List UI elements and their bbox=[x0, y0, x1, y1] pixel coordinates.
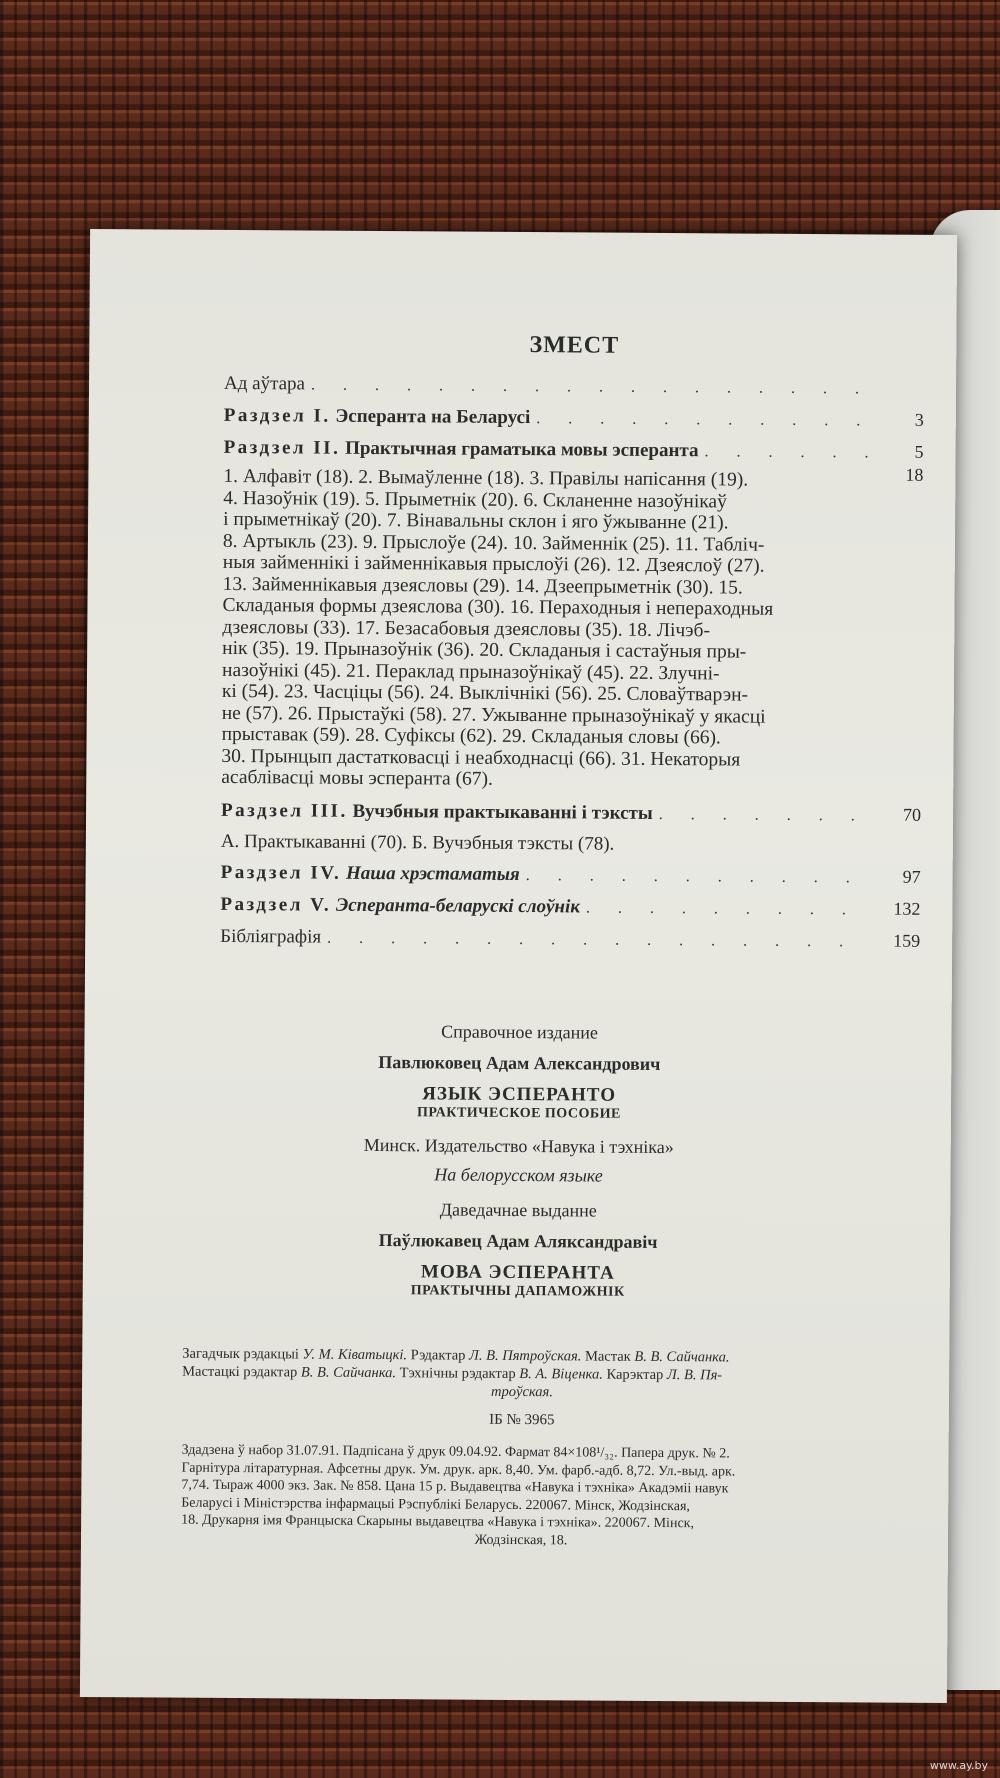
credit-person: В. В. Сайчанка. bbox=[634, 1348, 730, 1366]
toc-entry-section-5 bbox=[220, 888, 920, 925]
section-2-subpage: 18 bbox=[905, 464, 924, 485]
colophon-line: 7,74. Тыраж 4000 экз. Зак. № 858. Цана 15 р. Выдавецтва «Навука і тэхніка» Акадэміі навук bbox=[181, 1477, 729, 1497]
topic-line: нік (35). 19. Прыназоўнік (36). 20. Складаныя і састаўныя пры- bbox=[222, 637, 747, 663]
colophon-line: 18. Друкарня імя Францыска Скарыны выдавецтва «Навука і тэхніка». 220067. Мінск, bbox=[181, 1512, 695, 1532]
topic-line: назоўнікі (45). 21. Пераклад прыназоўнікаў (45). 22. Злучні- bbox=[221, 659, 720, 684]
topic-line: прыставак (59). 28. Суфіксы (62). 29. Складаныя словы (66). bbox=[221, 723, 721, 749]
book-subtitle-ru: ПРАКТИЧЕСКОЕ ПОСОБИЕ bbox=[416, 1105, 621, 1122]
credit-role: Мастацкі рэдактар bbox=[182, 1363, 301, 1381]
publisher-ru: Минск. Издательство «Навука і тэхніка» bbox=[363, 1134, 674, 1158]
toc-entry-page: 5 bbox=[914, 441, 924, 462]
leader-dots bbox=[659, 799, 872, 830]
credit-person: В. В. Сайчанка. bbox=[300, 1364, 397, 1382]
leader-dots bbox=[311, 371, 874, 405]
credit-role: Мастак bbox=[581, 1348, 635, 1365]
toc-entry-preface bbox=[224, 369, 924, 405]
section-3-topics bbox=[221, 826, 921, 861]
colophon-line: Гарнітура літаратурная. Афсетны друк. Ум. друк. арк. 8,40. Ум. фарб.-адб. 8,72. Ул.-выд. арк. bbox=[181, 1460, 736, 1480]
toc-entry-section-2 bbox=[223, 432, 923, 469]
edition-type-ru: Справочное издание bbox=[441, 1021, 598, 1043]
topic-line: 8. Артыкль (23). 9. Прыслоўе (24). 10. Займеннік (25). 11. Табліч- bbox=[222, 530, 765, 556]
topic-line: асаблівасці мовы эсперанта (67). bbox=[221, 766, 494, 790]
section-title: Практычная граматыка мовы эсперанта bbox=[345, 437, 699, 462]
topic-line: А. Практыкаванні (70). Б. Вучэбныя тэксты (78). bbox=[220, 830, 615, 855]
toc-entry-section-4 bbox=[221, 856, 921, 893]
edition-type-be: Даведачнае выданне bbox=[439, 1199, 597, 1221]
section-title: Эсперанта на Беларусі bbox=[335, 405, 531, 429]
book-title-be: МОВА ЭСПЕРАНТА bbox=[420, 1261, 615, 1284]
section-prefix: Раздзел V. bbox=[220, 893, 332, 916]
topic-line: 4. Назоўнік (19). 5. Прыметнік (20). 6. Скланенне назоўнікаў bbox=[223, 487, 727, 512]
author-be: Паўлюкавец Адам Аляксандравіч bbox=[378, 1230, 658, 1252]
section-2-topics bbox=[221, 466, 923, 793]
credit-person: В. А. Віценка. bbox=[519, 1366, 603, 1383]
topic-line: не (57). 26. Прыстаўкі (58). 27. Ужыванне прыназоўнікаў у якасці bbox=[221, 702, 766, 728]
colophon-line: Жодзінская, 18. bbox=[474, 1532, 568, 1548]
credit-person: Л. В. Пятроўская. bbox=[469, 1347, 582, 1365]
language-note-ru: На белорусском языке bbox=[434, 1164, 603, 1186]
publication-number: ІБ № 3965 bbox=[489, 1411, 555, 1429]
toc-entry-bibliography bbox=[220, 920, 920, 957]
leader-dots bbox=[526, 861, 871, 893]
leader-dots bbox=[327, 923, 870, 957]
credit-role: Рэдактар bbox=[407, 1347, 470, 1364]
colophon-line: Беларусі і Міністэрства інфармацыі Рэспублікі Беларусь. 220067. Мінск, Жодзінская, bbox=[181, 1495, 690, 1514]
section-prefix: Раздзел III. bbox=[221, 799, 348, 822]
credit-role: Загадчык рэдакцыі bbox=[182, 1345, 303, 1363]
credit-person: У. М. Ківатыцкі. bbox=[302, 1346, 408, 1364]
toc-entry-page: 70 bbox=[902, 804, 922, 825]
toc-entry-page: 159 bbox=[893, 930, 921, 951]
section-title: Наша хрэстаматыя bbox=[345, 862, 520, 885]
toc-entry-section-1 bbox=[224, 400, 924, 437]
section-prefix: Раздзел II. bbox=[223, 436, 341, 459]
credits-line: троўская. bbox=[491, 1383, 554, 1401]
toc-heading: ЗМЕСТ bbox=[529, 332, 620, 359]
credit-person: Л. В. Пя- bbox=[666, 1367, 723, 1384]
topic-line: 1. Алфавіт (18). 2. Вымаўленне (18). 3. Правілы напісання (19). bbox=[223, 465, 749, 491]
topic-line: і прыметнікаў (20). 7. Вінавальны склон і яго ўжыванне (21). bbox=[223, 508, 729, 534]
topic-line: 30. Прынцып дастатковасці і неабходнасці (66). 31. Некаторыя bbox=[221, 745, 741, 771]
credit-role: Карэктар bbox=[602, 1366, 668, 1384]
topic-line: ныя займеннікі і займеннікавыя прыслоўі (26). 12. Дзеяслоў (27). bbox=[222, 551, 765, 577]
colophon-line: Здадзена ў набор 31.07.91. Падпісана ў друк 09.04.92. Фармат 84×108¹/₃₂. Папера друк. № 2. bbox=[181, 1442, 730, 1462]
leader-dots bbox=[586, 893, 871, 925]
toc-entry-page: 132 bbox=[893, 898, 921, 919]
section-prefix: Раздзел I. bbox=[223, 404, 331, 427]
book-page bbox=[80, 229, 957, 1703]
leader-dots bbox=[704, 437, 873, 468]
toc-entry-title: Ад аўтара bbox=[223, 372, 306, 395]
credit-role: Тэхнічны рэдактар bbox=[396, 1365, 520, 1383]
colophon bbox=[181, 1442, 862, 1552]
topic-line: кі (54). 23. Часціцы (56). 24. Выклічнікі (56). 25. Словаўтварэн- bbox=[221, 680, 749, 706]
toc-entry-page: 3 bbox=[914, 409, 924, 430]
author-ru: Павлюковец Адам Александрович bbox=[378, 1052, 661, 1074]
topic-line: 13. Займеннікавыя дзеясловы (29). 14. Дзеепрыметнік (30). 15. bbox=[222, 573, 743, 599]
section-prefix: Раздзел IV. bbox=[220, 861, 342, 884]
book-title-ru: ЯЗЫК ЭСПЕРАНТО bbox=[422, 1083, 617, 1106]
topic-line: Складаныя формы дзеяслова (30). 16. Пераходныя і непераходныя bbox=[222, 594, 774, 620]
book-subtitle-be: ПРАКТЫЧНЫ ДАПАМОЖНІК bbox=[410, 1283, 625, 1300]
table-of-contents bbox=[220, 330, 924, 957]
leader-dots bbox=[536, 404, 874, 436]
toc-entry-section-3 bbox=[221, 794, 921, 831]
editorial-credits bbox=[182, 1345, 862, 1404]
section-title: Вучэбныя практыкаванні і тэксты bbox=[352, 800, 653, 824]
toc-entry-title: Бібліяграфія bbox=[220, 925, 322, 948]
imprint-block bbox=[193, 1020, 845, 1317]
site-watermark: www.ay.by bbox=[929, 1759, 988, 1772]
topic-line: дзеясловы (33). 17. Безасабовыя дзеясловы (35). 18. Лічэб- bbox=[222, 616, 711, 641]
section-title: Эсперанта-беларускі слоўнік bbox=[335, 894, 580, 917]
toc-entry-page: 97 bbox=[902, 866, 921, 887]
